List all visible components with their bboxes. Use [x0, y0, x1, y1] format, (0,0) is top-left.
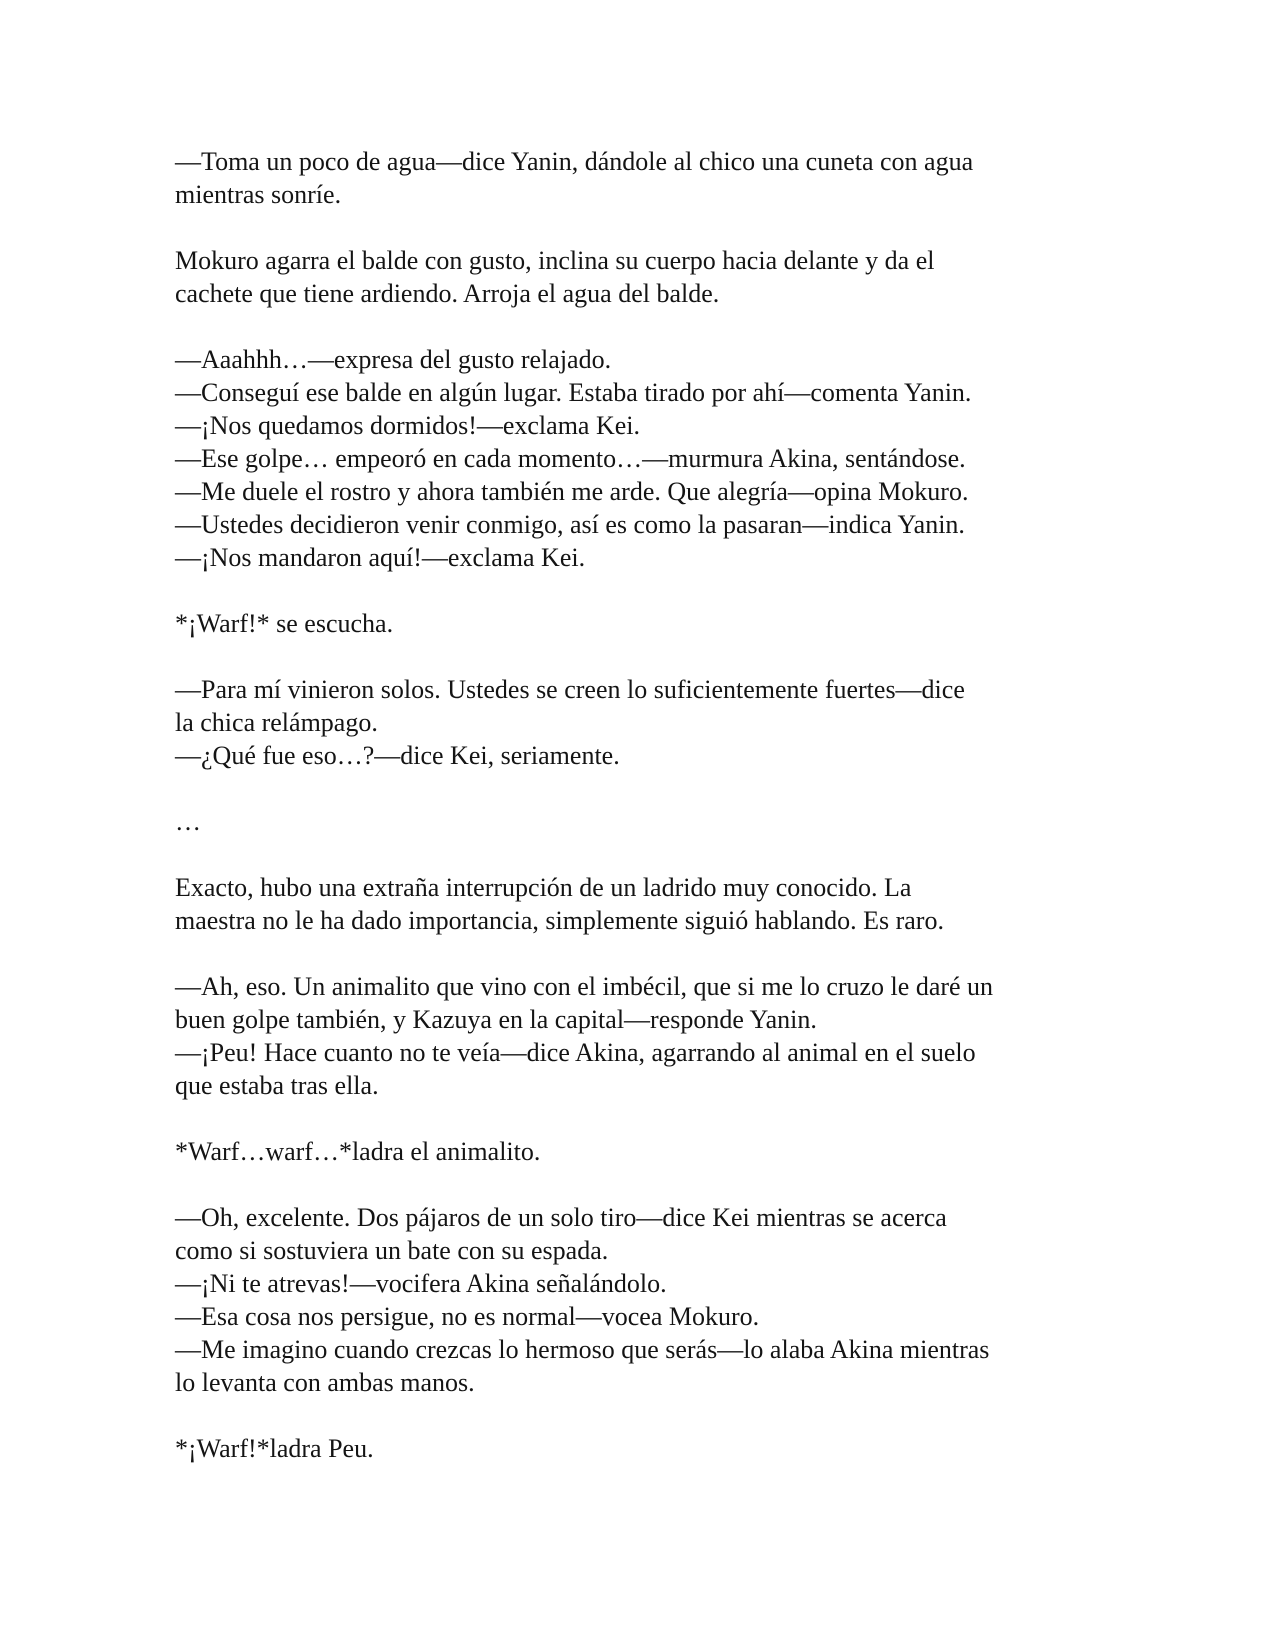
paragraph-gap: [175, 310, 1095, 343]
text-line: —Ustedes decidieron venir conmigo, así es como la pasaran—indica Yanin.: [175, 510, 965, 539]
paragraph-gap: [175, 1102, 1095, 1135]
text-line: cachete que tiene ardiendo. Arroja el agua del balde.: [175, 279, 720, 308]
paragraph-gap: [175, 574, 1095, 607]
text-line: —Para mí vinieron solos. Ustedes se creen lo suficientemente fuertes—dice: [175, 675, 965, 704]
text-line: —¡Peu! Hace cuanto no te veía—dice Akina, agarrando al animal en el suelo: [175, 1038, 976, 1067]
text-line: Mokuro agarra el balde con gusto, inclina su cuerpo hacia delante y da el: [175, 246, 935, 275]
document-page: [175, 145, 1095, 1465]
text-line: como si sostuviera un bate con su espada.: [175, 1236, 609, 1265]
paragraph-gap: [175, 838, 1095, 871]
text-line: —¡Ni te atrevas!—vocifera Akina señalándolo.: [175, 1269, 667, 1298]
text-line: la chica relámpago.: [175, 708, 378, 737]
paragraph-gap: [175, 1399, 1095, 1432]
text-line: lo levanta con ambas manos.: [175, 1368, 475, 1397]
paragraph-gap: [175, 640, 1095, 673]
text-line: —Ese golpe… empeoró en cada momento…—murmura Akina, sentándose.: [175, 444, 966, 473]
text-line: …: [175, 807, 201, 836]
text-line: *¡Warf!*ladra Peu.: [175, 1434, 374, 1463]
paragraph-gap: [175, 937, 1095, 970]
text-line: que estaba tras ella.: [175, 1071, 379, 1100]
text-line: —¿Qué fue eso…?—dice Kei, seriamente.: [175, 741, 620, 770]
text-line: —Me imagino cuando crezcas lo hermoso que serás—lo alaba Akina mientras: [175, 1335, 990, 1364]
text-line: —¡Nos quedamos dormidos!—exclama Kei.: [175, 411, 641, 440]
text-line: mientras sonríe.: [175, 180, 342, 209]
paragraph-gap: [175, 211, 1095, 244]
text-line: buen golpe también, y Kazuya en la capital—responde Yanin.: [175, 1005, 817, 1034]
text-line: —Me duele el rostro y ahora también me arde. Que alegría—opina Mokuro.: [175, 477, 969, 506]
text-line: —¡Nos mandaron aquí!—exclama Kei.: [175, 543, 586, 572]
text-line: maestra no le ha dado importancia, simplemente siguió hablando. Es raro.: [175, 906, 944, 935]
text-line: —Esa cosa nos persigue, no es normal—vocea Mokuro.: [175, 1302, 760, 1331]
text-line: —Oh, excelente. Dos pájaros de un solo tiro—dice Kei mientras se acerca: [175, 1203, 947, 1232]
paragraph-gap: [175, 1168, 1095, 1201]
text-line: Exacto, hubo una extraña interrupción de un ladrido muy conocido. La: [175, 873, 912, 902]
text-line: *Warf…warf…*ladra el animalito.: [175, 1137, 541, 1166]
paragraph-gap: [175, 772, 1095, 805]
text-line: *¡Warf!* se escucha.: [175, 609, 394, 638]
text-line: —Conseguí ese balde en algún lugar. Estaba tirado por ahí—comenta Yanin.: [175, 378, 972, 407]
text-line: —Aaahhh…—expresa del gusto relajado.: [175, 345, 612, 374]
text-line: —Toma un poco de agua—dice Yanin, dándole al chico una cuneta con agua: [175, 147, 974, 176]
text-line: —Ah, eso. Un animalito que vino con el imbécil, que si me lo cruzo le daré un: [175, 972, 994, 1001]
